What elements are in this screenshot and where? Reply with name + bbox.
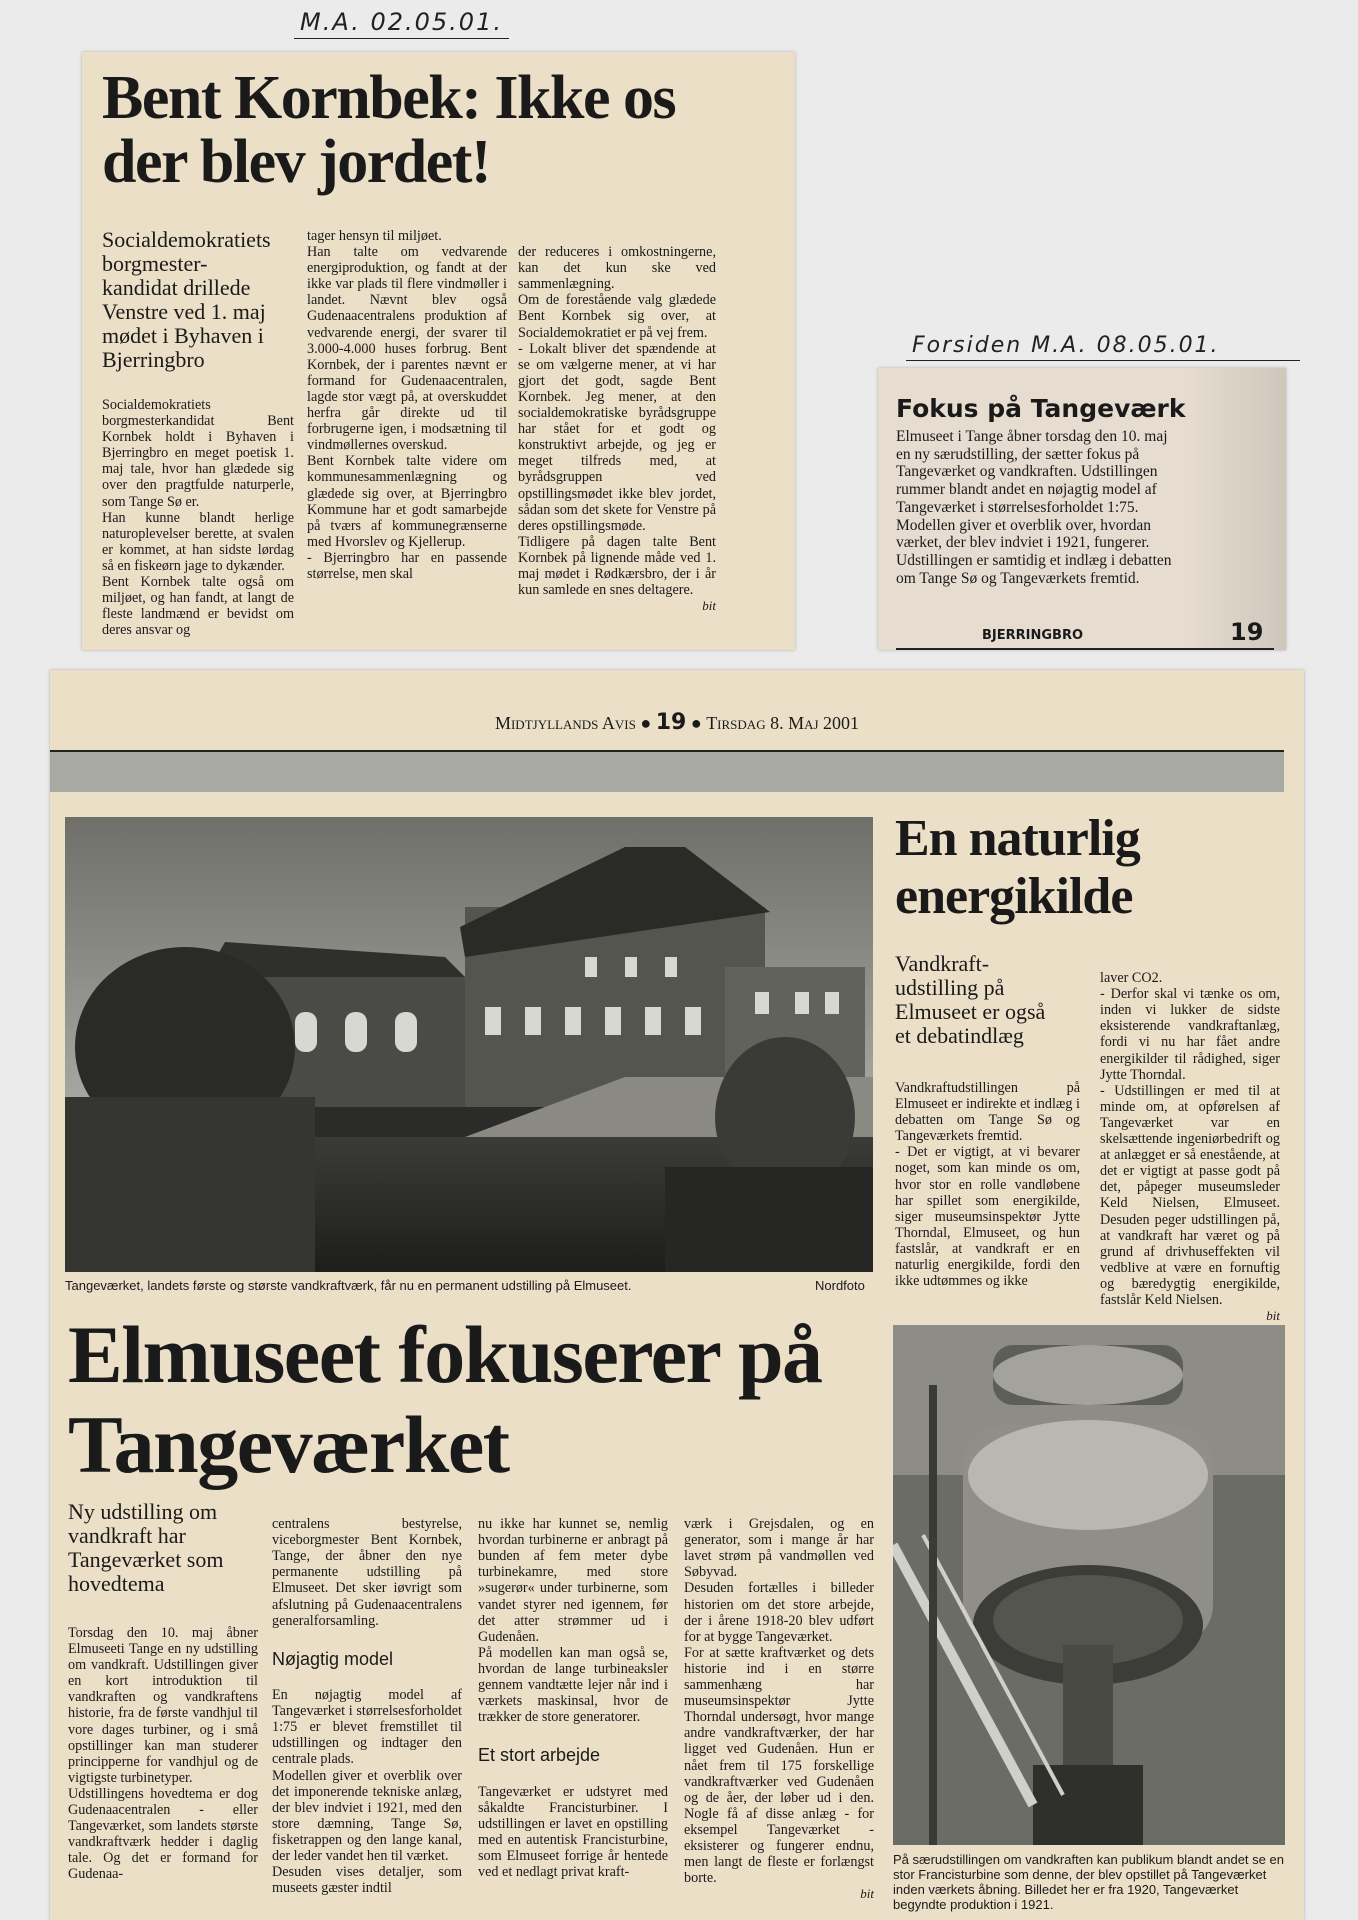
- article-byline: bit: [702, 598, 716, 614]
- article-deck: Socialdemokratiets borgmester-kandidat drillede Venstre ved 1. maj mødet i Byhaven i Bjerringbro: [102, 227, 271, 372]
- handwritten-underline: [906, 360, 1300, 361]
- sidebar-deck: Vandkraft-udstilling på Elmuseet er også et debatindlæg: [895, 951, 1046, 1048]
- article2-body-col1: Torsdag den 10. maj åbner Elmuseeti Tange en ny udstilling om vandkraft. Udstillingen giver en kort introduktion til vandkraften og vandkraftens historie, fra de første vandhjul til vore dages turbiner, og i små opstillinger kan man studerer principperne for vandhjul og de vigtigste turbinetyper. Udstillingens hovedtema er dog Gudenaacentralen - eller Tangeværket, som landets største vandkraftværk hedder i daglig tale. Og det er formand for Gudenaa-: [68, 1625, 258, 1883]
- subheading-model: Nøjagtig model: [272, 1648, 394, 1669]
- tangevaerket-photo: [65, 817, 873, 1272]
- sidebar-headline: En naturlig energikilde: [895, 810, 1140, 925]
- tangevaerket-photo-image: [65, 817, 873, 1272]
- article-body-text: der reduceres i omkostningerne, kan det kun ske ved sammenlægning. Om de forestående valg glædede Bent Kornbek sig over, at Socialdemokratiet er på vej frem. - Lokalt bliver det spændende at se om vælgerne mener, at vi har gjort det godt, sagde Bent Kornbek. Jeg mener, at den socialdemokratiske byrådsgruppe har stået for et godt og konstruktivt arbejde, og jeg er meget tilfreds med, at byrådsgruppen ved opstillingsmødet ikke blev jordet, sådan som det skete for Venstre på deres opstillingsmøde. Tidligere på dagen talte Bent Kornbek på lignende måde ved 1. maj mødet i Rødkærsbro, der i år kun samlede en snes deltagere.: [518, 244, 716, 599]
- sidebar-body-text: laver CO2. - Derfor skal vi tænke os om, inden vi lukker de sidste eksisterende vandkraftanlæg, fordi vi nu har fået andre energikilder til rådighed, siger Jytte Thorndal. - Udstillingen er med til at minde om, at opførelsen af Tangeværket var en skelsættende ingeniørbedrift og at anlægget er så enestående, at det er vigtigt at passe godt på det, påpeger museumsleder Keld Nielsen, Elmuseet. Desuden peger udstillingen på, at vandkraft har været og på grund af drivhuseffekten vil vedblive at være en fornuftig og bæredygtig energikilde, fastslår Keld Nielsen.: [1100, 970, 1280, 1308]
- handwritten-date-note: [300, 8, 503, 36]
- article2-col2-text-b: En nøjagtig model af Tangeværket i størrelsesforholdet 1:75 er blevet fremstillet til udstillingen og indtager den centrale plads. Modellen giver et overblik over det imponerende tekniske anlæg, der blev indviet i 1921, med den store dæmning, Tange Sø, fisketrappen og den lange kanal, der leder vandet hen til værket. Desuden vises detaljer, som museets gæster indtil: [272, 1687, 462, 1897]
- teaser-page-number: 19: [1230, 618, 1264, 646]
- masthead-date: Tirsdag 8. Maj 2001: [706, 713, 860, 733]
- newspaper-page-clipping: [50, 670, 1304, 1920]
- sidebar-body-col2: [1100, 954, 1280, 1324]
- subheading-big-work: Et stort arbejde: [478, 1745, 601, 1766]
- handwritten-underline: [294, 38, 509, 39]
- teaser-rule: [896, 648, 1274, 650]
- section-band: [50, 752, 1284, 792]
- article2-deck: Ny udstilling om vandkraft har Tangeværket som hovedtema: [68, 1499, 224, 1596]
- article2-col4-text: værk i Grejsdalen, og en generator, som i mange år har lavet strøm på vandmøllen ved Søbyvad. Desuden fortælles i billeder historien om det store arbejde, der i årene 1918-20 blev udført for at bygge Tangeværket. For at sætte kraftværket og dets historie ind i en større sammenhæng har museumsinspektør Jytte Thorndal undersøgt, hvor mange andre vandkraftværker, der har ligget ved Gudenåen. Hun er nået frem til 175 forskellige vandkraftværker ved Gudenåen og de åer, der løber ud i den. Nogle få af disse anlæg - for eksempel Tangeværket - eksisterer og fungerer endnu, men langt de fleste er forlængst borte.: [684, 1516, 874, 1887]
- handwritten-date-text: M.A. 02.05.01.: [300, 8, 503, 36]
- article2-col3-text-b: Tangeværket er udstyret med såkaldte Francisturbiner. I udstillingen er lavet en opstilling med en autentisk Francisturbine, som Elmuseet forrige år hentede ved et nedlagt privat kraft-: [478, 1783, 668, 1881]
- masthead-bullet: ●: [690, 713, 707, 733]
- masthead-bullet: ●: [640, 713, 656, 733]
- article2-body-col4: [684, 1500, 874, 1902]
- teaser-shadow-bg: [1186, 368, 1286, 650]
- article-clipping-kornbek: [82, 52, 795, 650]
- article-body-col2: tager hensyn til miljøet. Han talte om vedvarende energiproduktion, og fandt at der ikke var plads til flere vindmøller i landet. Nævnt blev også Gudenaacentralens produktion af vedvarende energi, der svarer til 3.000-4.000 huses forbrug. Bent Kornbek, der i parentes nævnt er formand for Gudenaacentralen, lagde stor vægt på, at overskuddet herfra går direkte ud til forbrugerne igen, i modsætning til vindmøllernes overskud. Bent Kornbek talte videre om kommunesammenlægning og glædede sig over, at Bjerringbro Kommune har et godt samarbejde på tværs af kommunegrænserne med Hvorslev og Kjellerup. - Bjerringbro har en passende størrelse, men skal: [307, 228, 507, 582]
- masthead-paper: Midtjyllands Avis: [494, 713, 636, 733]
- article-body-col3: [518, 228, 716, 614]
- article2-col3-text-a: nu ikke har kunnet se, nemlig hvordan turbinerne er anbragt på bunden af fem meter dybe turbinekamre, med store »sugerør« under turbinerne, som vandet styrer ned igennem, før det atter strømmer ud i Gudenåen. På modellen kan man også se, hvordan de lange turbineaksler gennem vandtætte lejer når ind i værkets maskinsal, hvor de trækker de store generatorer.: [478, 1516, 668, 1726]
- photo-credit: Nordfoto: [815, 1278, 865, 1293]
- article-body-col1: Socialdemokratiets borgmesterkandidat Bent Kornbek holdt i Byhaven i Bjerringbro en meget poetisk 1. maj tale, hvor han glædede sig over den pragtfulde naturperle, som Tange Sø er. Han kunne blandt herlige naturoplevelser berette, at svalen er kommet, at han sidste lørdag så en fiskeørn jage to dykænder. Bent Kornbek talte også om miljøet, og han fandt, at langt de fleste landmænd er bevidst om deres ansvar og: [102, 397, 294, 639]
- teaser-clipping: [878, 368, 1286, 650]
- article2-byline: bit: [860, 1886, 874, 1902]
- masthead-page: 19: [655, 710, 687, 735]
- masthead: [50, 710, 1304, 735]
- handwritten-frontpage-text: Forsiden M.A. 08.05.01.: [912, 333, 1220, 358]
- article2-headline: Elmuseet fokuserer på Tangeværket: [68, 1309, 822, 1490]
- article-headline: Bent Kornbek: Ikke os der blev jordet!: [102, 64, 676, 196]
- sidebar-byline: bit: [1266, 1308, 1280, 1324]
- teaser-headline: Fokus på Tangeværk: [896, 394, 1186, 423]
- article2-col2-text-a: centralens bestyrelse, viceborgmester Bent Kornbek, Tange, der åbner den nye permanente udstilling på Elmuseet. Det sker iøvrigt som afslutning på Gudenaacentralens generalforsamling.: [272, 1516, 462, 1629]
- article2-body-col2: [272, 1500, 462, 1912]
- francisturbine-photo: [893, 1325, 1285, 1845]
- francisturbine-photo-image: [893, 1325, 1285, 1845]
- handwritten-frontpage-note: [912, 333, 1220, 358]
- turbine-photo-caption: På særudstillingen om vandkraften kan publikum blandt andet se en stor Francisturbine som denne, der blev opstillet på Tangeværket inden værkets åbning. Billedet her er fra 1920, Tangeværket begyndte produktion i 1921.: [893, 1852, 1284, 1912]
- sidebar-body-col1: Vandkraftudstillingen på Elmuseet er indirekte et indlæg i debatten om Tange Sø og Tangeværkets fremtid. - Det er vigtigt, at vi bevarer noget, som kan minde os om, hvor stor en rolle vandløbene har spillet som energikilde, siger museumsinspektør Jytte Thorndal, Elmuseet, og hun fastslår, at vandkraft er en naturlig energikilde, fordi den ikke udtømmes og ikke: [895, 1080, 1080, 1290]
- photo-caption: Tangeværket, landets første og største vandkraftværk, får nu en permanent udstilling på Elmuseet.: [65, 1278, 632, 1293]
- teaser-body: Elmuseet i Tange åbner torsdag den 10. maj en ny særudstilling, der sætter fokus på Tangeværket og vandkraften. Udstillingen rummer blandt andet en nøjagtig model af Tangeværket i størrelsesforholdet 1:75. Modellen giver et overblik over, hvordan værket, der blev indviet i 1921, fungerer. Udstillingen er samtidig et indlæg i debatten om Tange Sø og Tangeværkets fremtid.: [896, 428, 1172, 587]
- teaser-section: BJERRINGBRO: [982, 628, 1084, 643]
- article2-body-col3: [478, 1500, 668, 1896]
